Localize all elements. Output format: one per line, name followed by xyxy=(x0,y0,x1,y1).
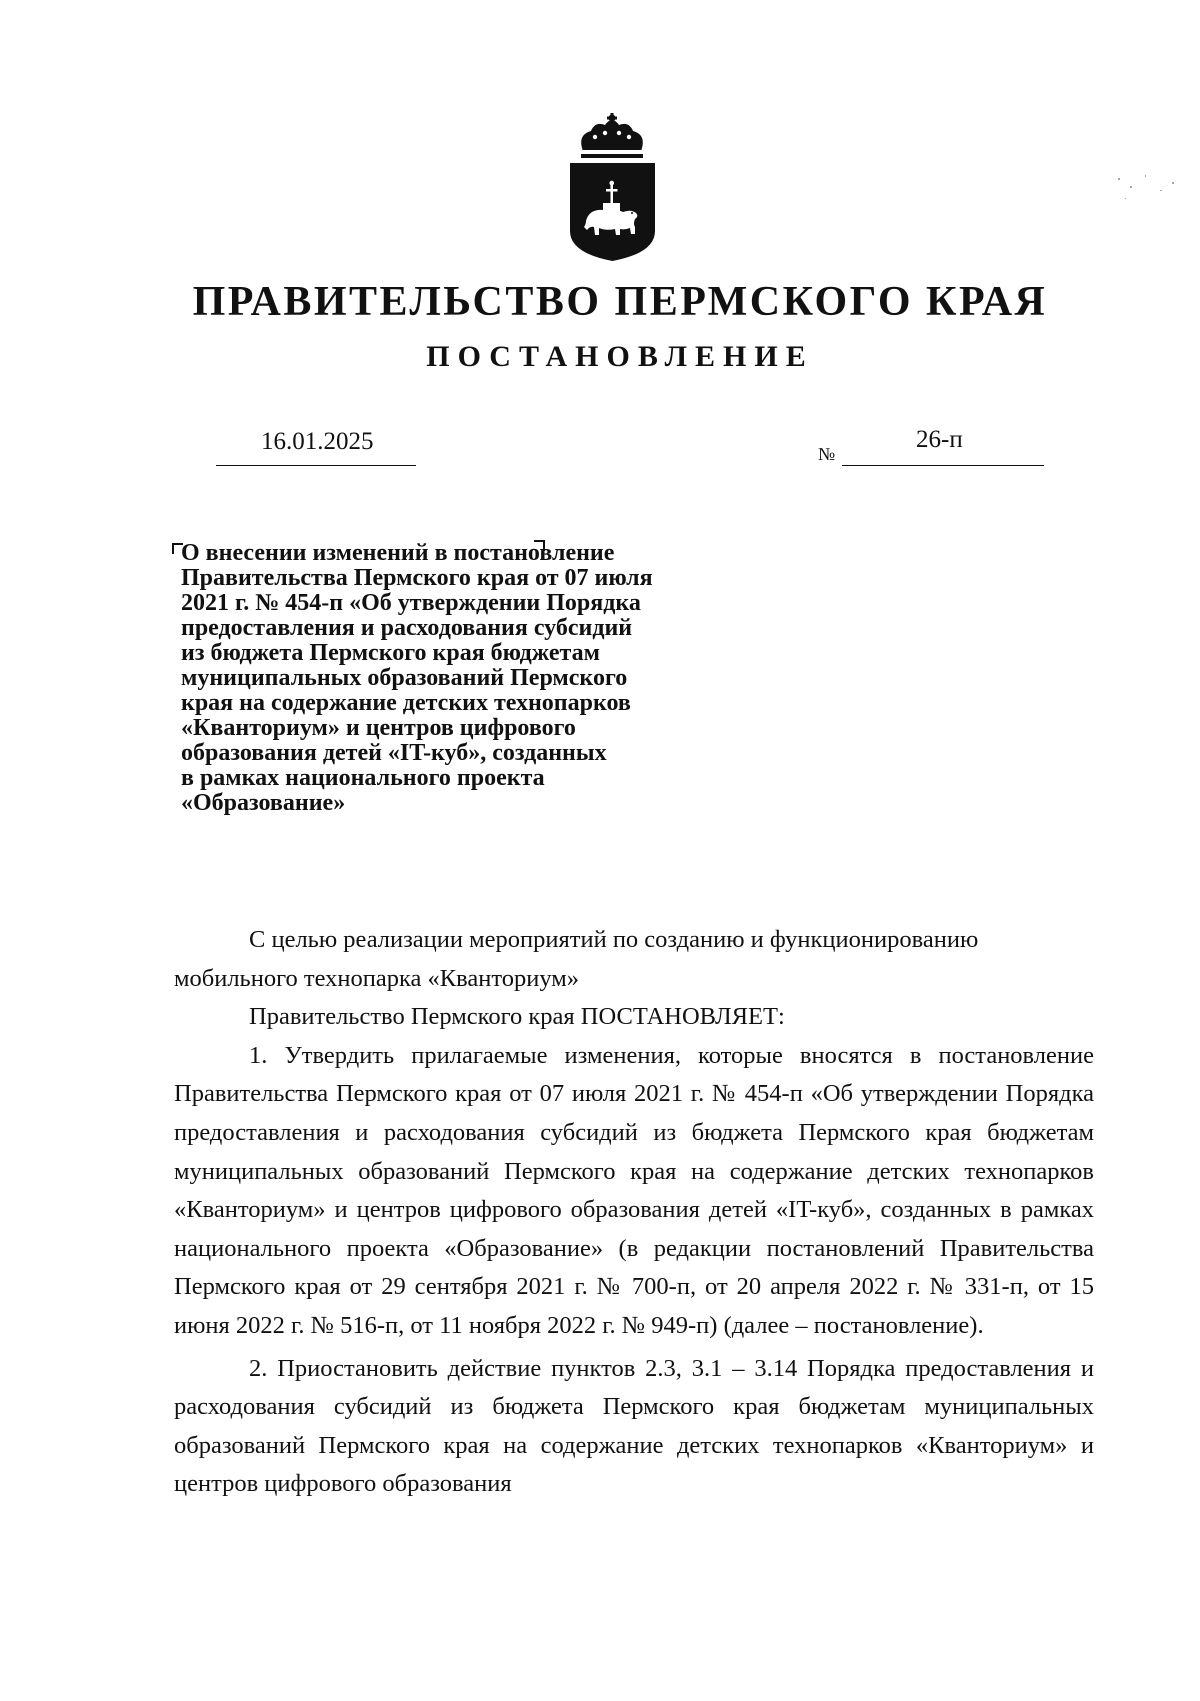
scan-artifact xyxy=(1145,175,1146,177)
subject-line: из бюджета Пермского края бюджетам xyxy=(181,640,600,666)
scan-artifact xyxy=(1125,198,1126,199)
subject-line: края на содержание детских технопарков xyxy=(181,690,631,716)
number-sign: № xyxy=(818,444,836,464)
item-2-paragraph: 2. Приостановить действие пунктов 2.3, 3.1 – 3.14 Порядка предоставления и расходования субсидий из бюджета Пермского края бюджетам муниципальных образований Пермского края на содержание детских технопарков «Кванториум» и центров цифрового образования xyxy=(174,1354,1094,1498)
perm-krai-coat-of-arms-icon xyxy=(565,113,660,263)
scan-artifact xyxy=(1160,190,1162,191)
subject-line: «Кванториум» и центров цифрового xyxy=(181,715,576,741)
preamble-paragraph: С целью реализации мероприятий по созданию и функционированию xyxy=(249,926,979,953)
document-subject xyxy=(181,541,781,816)
subject-line: образования детей «IT-куб», созданных xyxy=(181,740,607,766)
resolution-paragraph: Правительство Пермского края ПОСТАНОВЛЯЕТ: xyxy=(249,1003,785,1031)
subject-line: предоставления и расходования субсидий xyxy=(181,615,633,641)
organization-title: ПРАВИТЕЛЬСТВО ПЕРМСКОГО КРАЯ xyxy=(192,279,1048,325)
scan-artifact xyxy=(1130,186,1132,188)
document-date-field xyxy=(216,428,416,466)
number-underline xyxy=(842,465,1044,466)
scan-artifact xyxy=(1118,178,1120,180)
subject-line: Правительства Пермского края от 07 июля xyxy=(181,565,653,591)
item-1-paragraph: 1. Утвердить прилагаемые изменения, которые вносятся в постановление Правительства Пермского края от 07 июля 2021 г. № 454-п «Об утверждении Порядка предоставления и расходования субсидий из бюджета Пермского края бюджетам муниципальных образований Пермского края на содержание детских технопарков «Кванториум» и центров цифрового образования детей «IT-куб», созданных в рамках национального проекта «Образование» (в редакции постановлений Правительства Пермского края от 29 сентября 2021 г. № 700-п, от 20 апреля 2022 г. № 331-п, от 15 июня 2022 г. № 516-п, от 11 ноября 2022 г. № 949-п) (далее – постановление). xyxy=(174,1041,1094,1339)
document-type-heading: ПОСТАНОВЛЕНИЕ xyxy=(426,340,814,373)
document-date: 16.01.2025 xyxy=(261,428,374,455)
document-number-field xyxy=(818,426,1044,466)
subject-line: муниципальных образований Пермского xyxy=(181,665,628,691)
subject-line: «Образование» xyxy=(181,790,346,816)
subject-line: 2021 г. № 454-п «Об утверждении Порядка xyxy=(181,590,641,616)
document-number: 26-п xyxy=(916,426,963,453)
scan-artifact xyxy=(1172,182,1174,184)
date-underline xyxy=(216,465,416,466)
preamble-paragraph-continuation: мобильного технопарка «Кванториум» xyxy=(174,964,580,992)
subject-line: О внесении изменений в постановление xyxy=(181,540,615,566)
subject-line: в рамках национального проекта xyxy=(181,765,545,791)
document-body xyxy=(174,921,1094,1504)
